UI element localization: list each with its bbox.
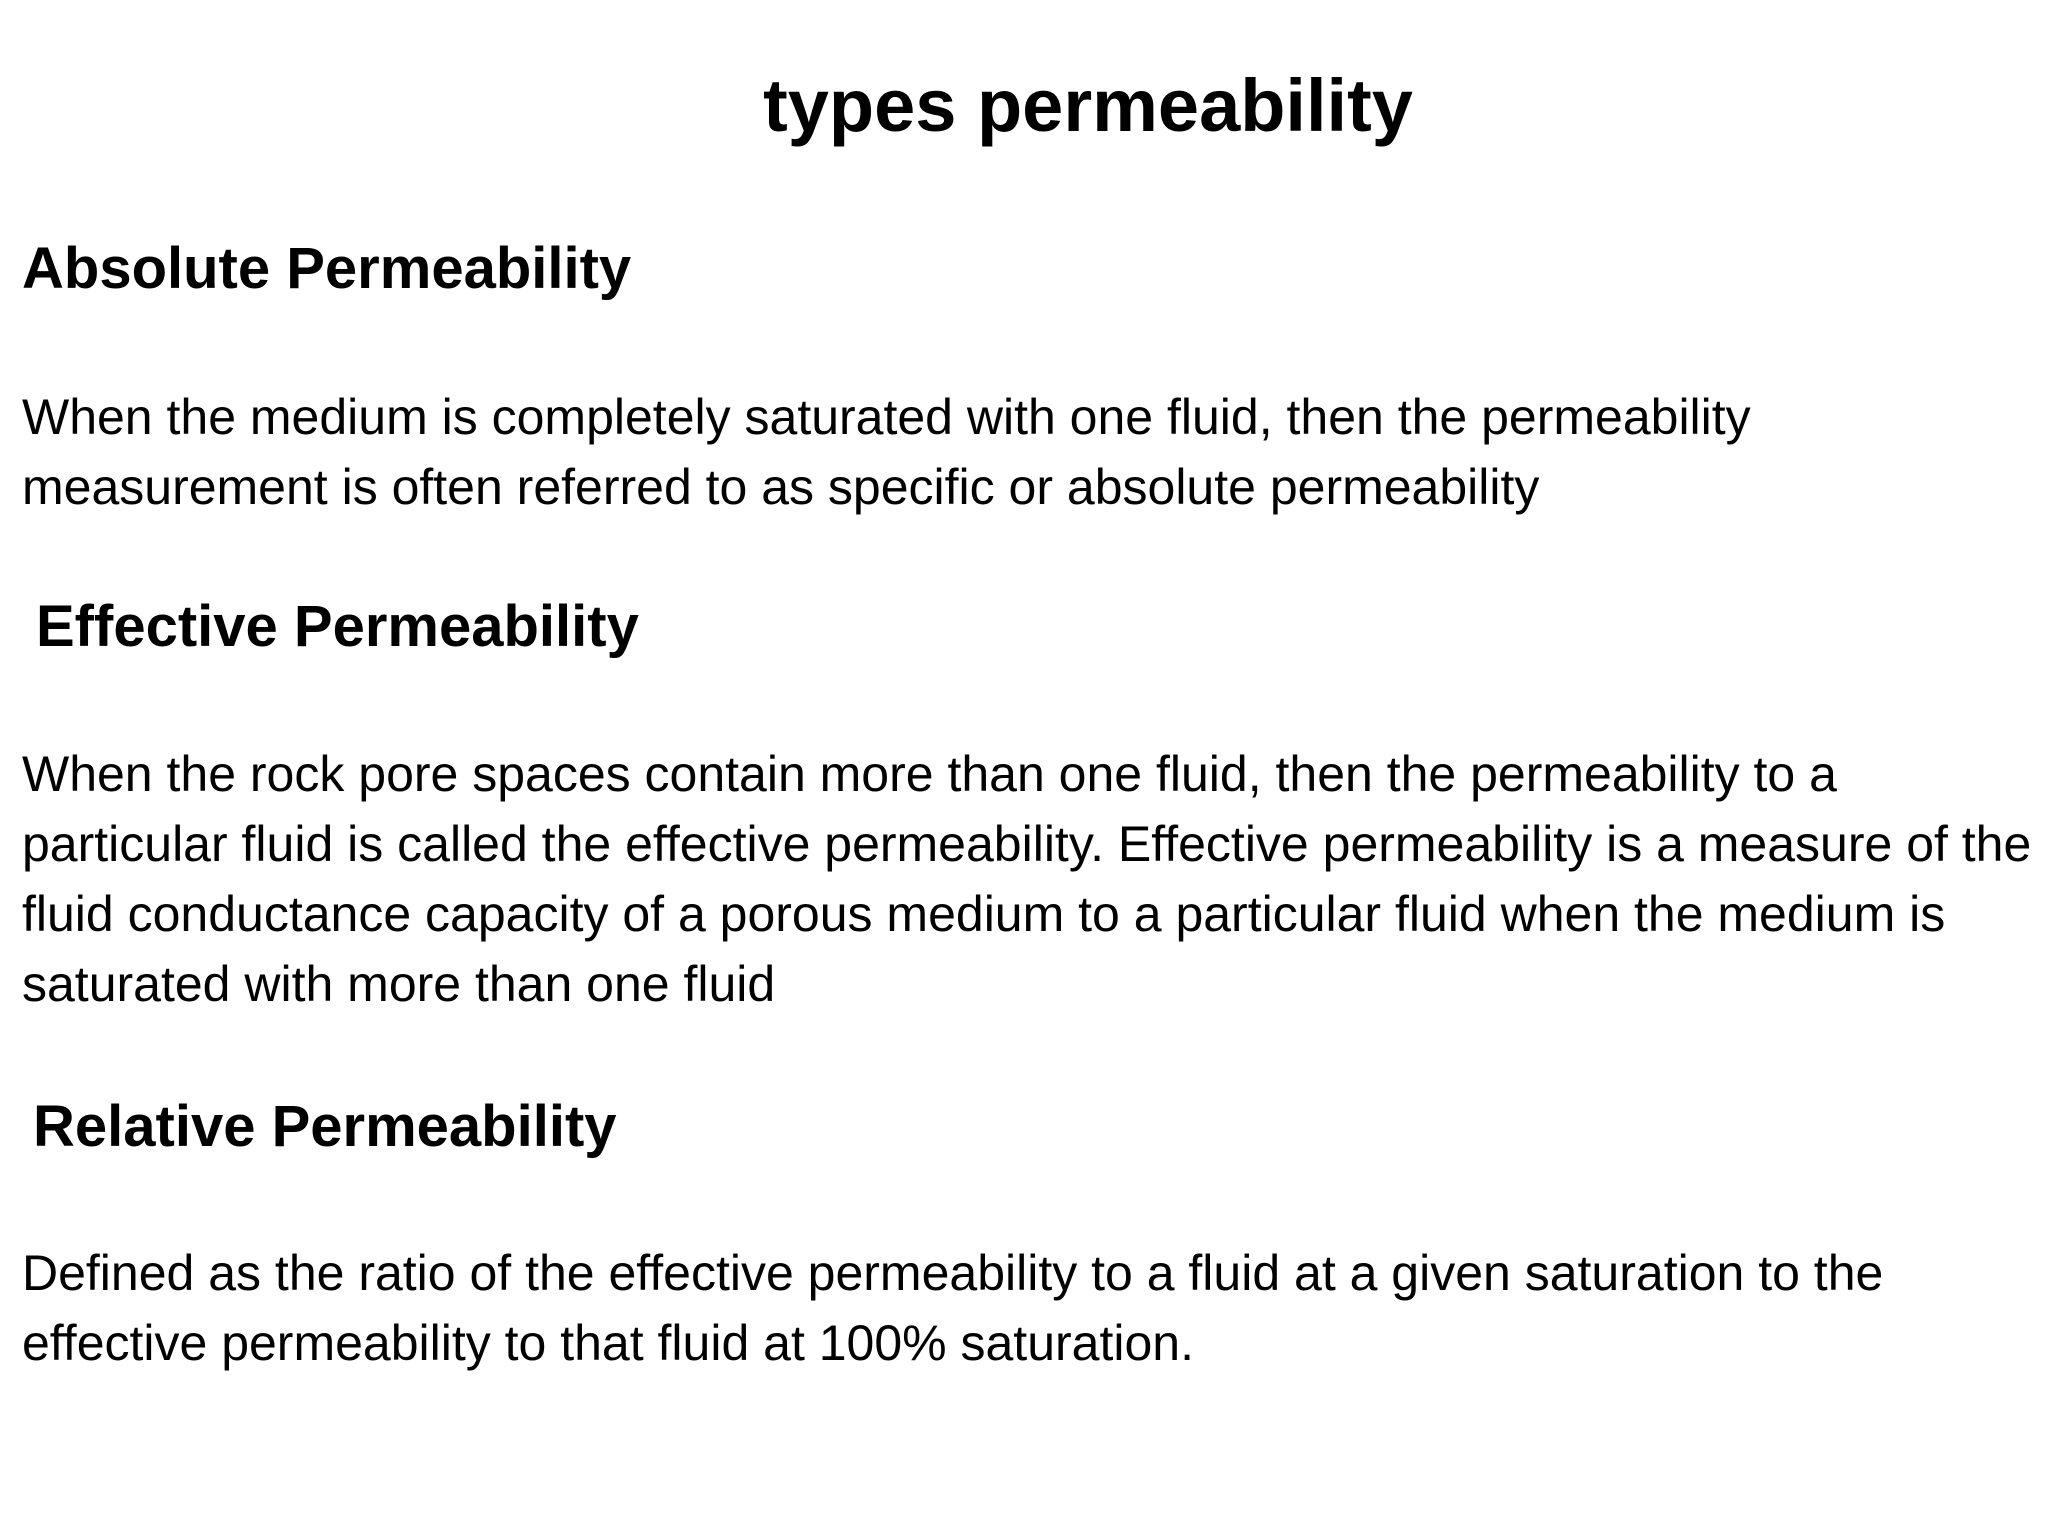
section-body-absolute-permeability: When the medium is completely saturated with one fluid, then the permeability measurement is often referred to as specific or absolute permeability [22,389,1751,515]
section-body-relative-permeability: Defined as the ratio of the effective permeability to a fluid at a given saturation to the effective permeability to that fluid at 100% saturation. [22,1245,1884,1371]
section-body-effective-permeability: When the rock pore spaces contain more than one fluid, then the permeability to a particular fluid is called the effective permeability. Effective permeability is a measure of the fluid conductance capacity of a porous medium to a particular fluid when the medium is saturated with more than one fluid [22,746,2032,1012]
section-heading-absolute-permeability: Absolute Permeability [22,236,632,301]
section-heading-relative-permeability: Relative Permeability [33,1094,617,1159]
slide-title: types permeability [763,64,1413,147]
section-heading-effective-permeability: Effective Permeability [36,594,639,659]
